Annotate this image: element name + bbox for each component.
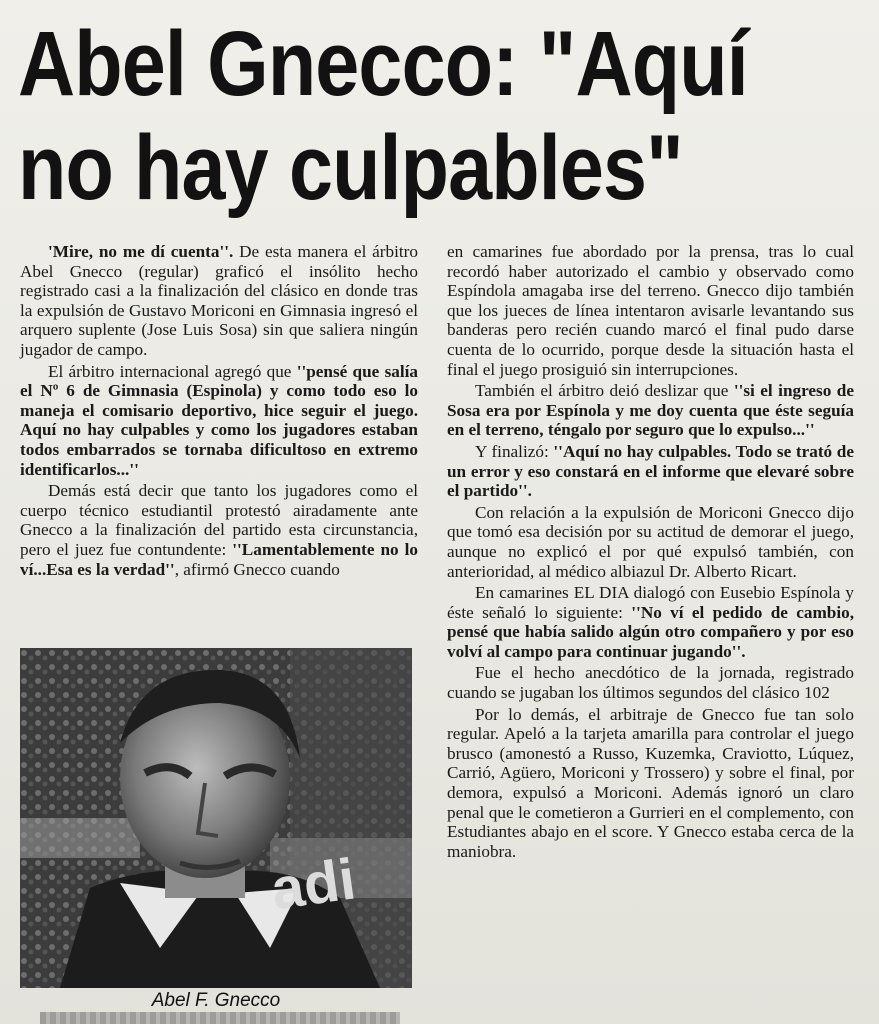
right-paragraph-3-quote: ''Aquí no hay culpables. Todo se trató de un error y eso constará en el informe que elevaré sobre el partido''.	[447, 441, 854, 501]
left-paragraph-3-quote: ''Lamentablemente no lo ví...Esa es la verdad''	[20, 539, 418, 579]
shirt-lettering: adi	[267, 846, 360, 923]
headline-line-1: Abel Gnecco: "Aquí	[18, 13, 748, 115]
left-paragraph-3-text: Demás está decir que tanto los jugadores como el cuerpo técnico estudiantil protestó airadamente ante Gnecco a la finalización del partido esta circunstancia, pero el juez fue contundente:	[20, 481, 418, 559]
lead-quote: 'Mire, no me dí cuenta''.	[48, 242, 234, 261]
right-paragraph-5	[447, 583, 854, 661]
left-paragraph-1	[20, 242, 418, 360]
right-paragraph-2-quote: ''si el ingreso de Sosa era por Espínola y me doy cuenta que éste seguía en el terreno, téngalo por seguro que lo expulso...''	[447, 381, 854, 440]
right-paragraph-4: Con relación a la expulsión de Moriconi Gnecco dijo que tomó esa decisión por su actitud de demorar el juego, aunque no explicó el por qué expulsó también, con anterioridad, al médico albiazul Dr. Alberto Ricart.	[447, 502, 854, 581]
portrait-image	[20, 648, 412, 988]
right-paragraph-6: Fue el hecho anecdótico de la jornada, registrado cuando se jugaban los últimos segundos del clásico 102	[447, 663, 854, 703]
left-paragraph-2-text: El árbitro internacional agregó que	[48, 361, 297, 381]
right-paragraph-5-text: En camarines EL DIA dialogó con Eusebio Espínola y éste señaló lo siguiente:	[447, 583, 854, 622]
headline	[18, 12, 749, 220]
right-paragraph-7: Por lo demás, el arbitraje de Gnecco fue tan solo regular. Apeló a la tarjeta amarilla para controlar el juego brusco (amonestó a Russo, Kuzemka, Craviotto, Lúquez, Carrió, Agüero, Moriconi y Trossero) y sobre el final, por demora, expulsó a Moriconi. Además ignoró un claro penal que le cometieron a Gurrieri en el complemento, con Estudiantes abajo en el score. Y Gnecco estaba cerca de la maniobra.	[447, 704, 854, 861]
left-paragraph-1-text: De esta manera el árbitro Abel Gnecco (regular) graficó el insólito hecho registrado casi a la finalización del clásico en donde tras la expulsión de Gustavo Moriconi en Gimnasia ingresó el arquero suplente (Jose Luis Sosa) sin que saliera ningún jugador de campo.	[20, 242, 418, 359]
headline-line-2: no hay culpables"	[18, 117, 683, 219]
photo-caption: Abel F. Gnecco	[151, 990, 281, 1011]
left-paragraph-2-quote: ''pensé que salía el Nº 6 de Gimnasia (Espinola) y como todo eso lo maneja el comisario deportivo, hice seguir el juego. Aquí no hay culpables y como los jugadores estaban todos embarrados se tornaba dificultoso en extremo identificarlos...''	[20, 361, 418, 479]
right-paragraph-5-quote: ''No ví el pedido de cambio, pensé que había salido algún otro compañero y por eso volví al campo para continuar jugando''.	[447, 602, 855, 661]
left-paragraph-2	[20, 362, 418, 480]
left-paragraph-3-tail: , afirmó Gnecco cuando	[174, 559, 340, 579]
right-column	[447, 242, 854, 863]
right-paragraph-3-text: Y finalizó:	[475, 441, 554, 461]
right-paragraph-3	[447, 442, 854, 501]
left-column	[20, 242, 418, 581]
torn-edge	[40, 1012, 400, 1024]
right-paragraph-1: en camarines fue abordado por la prensa, tras lo cual recordó haber autorizado el cambio y observado como Espíndola amagaba irse del terreno. Gnecco dijo también que los jueces de línea intentaron avisarle levantando sus banderas pero recién cuando marcó el final pudo darse cuenta de lo ocurrido, porque desde la situación hasta el final el juego prosiguió sin interrupciones.	[447, 242, 854, 379]
right-paragraph-2-text: También el árbitro deió deslizar que	[475, 381, 734, 401]
gnecco-photo	[20, 648, 412, 988]
right-paragraph-2	[447, 381, 854, 440]
left-paragraph-3	[20, 481, 418, 579]
